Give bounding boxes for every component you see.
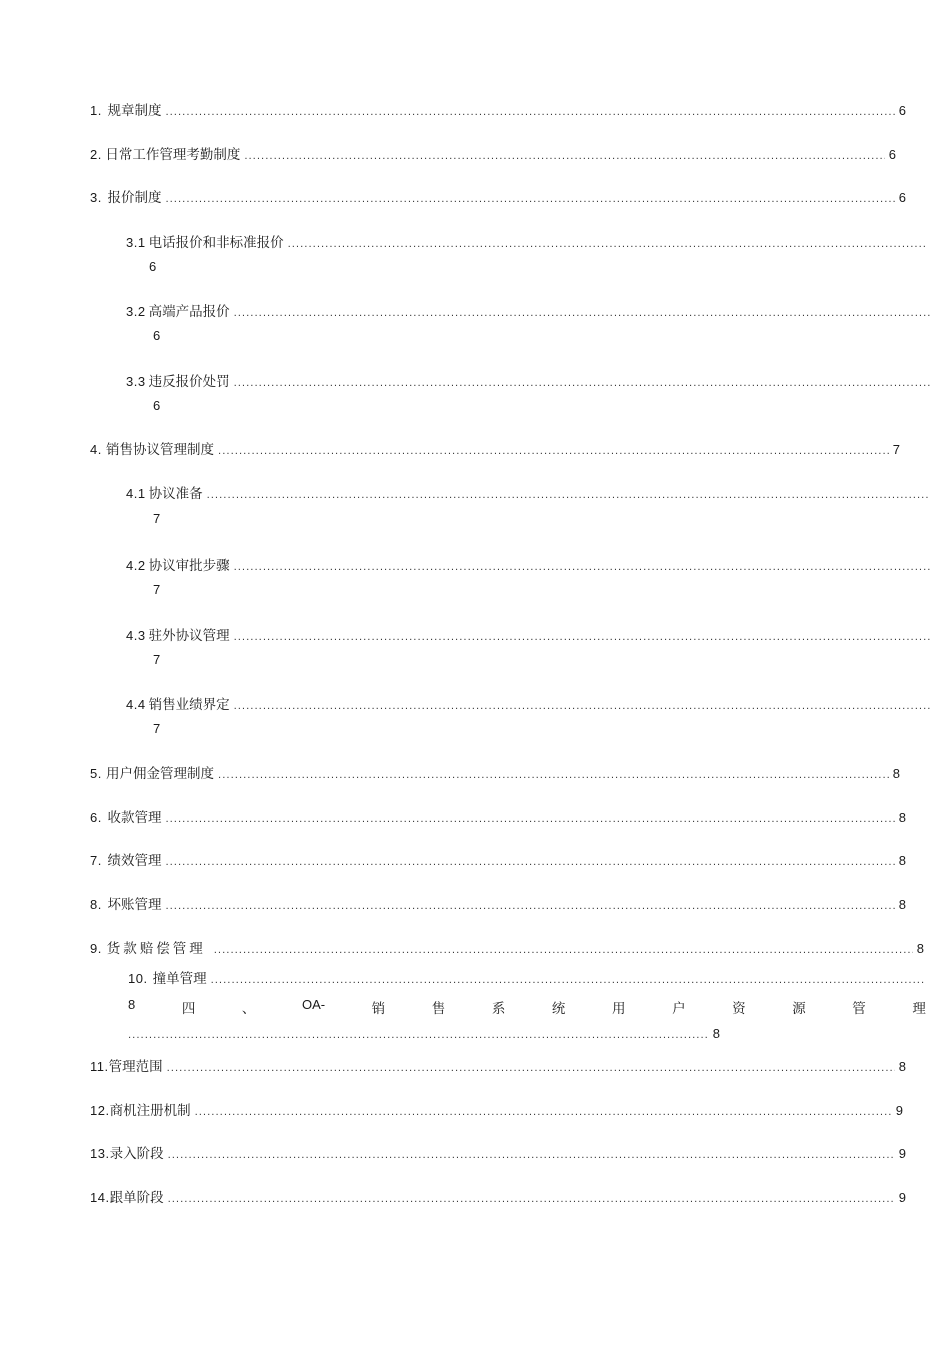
toc-page: 6 xyxy=(898,190,906,205)
leader-dots xyxy=(167,1063,895,1074)
toc-number: 9. xyxy=(90,941,102,956)
toc-title: 撞单管理 xyxy=(152,971,207,987)
toc-entry-2[interactable] xyxy=(90,143,896,163)
toc-page: 8 xyxy=(892,766,900,781)
toc-page: 6 xyxy=(149,259,157,274)
toc-entry-oa-leader[interactable] xyxy=(128,1026,720,1041)
heading-char: 管 xyxy=(852,1001,866,1017)
toc-entry-7[interactable] xyxy=(90,849,906,869)
toc-entry-12[interactable] xyxy=(90,1099,903,1119)
leader-dots xyxy=(168,1150,895,1161)
toc-page: 8 xyxy=(898,853,906,868)
toc-title: 管理范围 xyxy=(108,1059,163,1075)
toc-entry-8[interactable] xyxy=(90,893,906,913)
toc-entry-3[interactable] xyxy=(90,186,906,206)
toc-title: 电话报价和非标准报价 xyxy=(148,235,284,251)
toc-entry-3-2[interactable] xyxy=(126,300,930,320)
toc-entry-3-1[interactable] xyxy=(126,231,926,251)
toc-entry-6[interactable] xyxy=(90,806,906,826)
leader-dots xyxy=(165,814,894,825)
toc-page: 8 xyxy=(128,997,136,1012)
toc-page: 8 xyxy=(898,897,906,912)
toc-number: 14. xyxy=(90,1190,110,1205)
toc-title: 驻外协议管理 xyxy=(148,628,230,644)
toc-page: 7 xyxy=(153,511,161,526)
leader-dots xyxy=(165,901,894,912)
toc-entry-5[interactable] xyxy=(90,762,900,782)
leader-dots xyxy=(288,239,926,250)
heading-char: 用 xyxy=(611,1001,626,1017)
heading-char: 销 xyxy=(371,1001,386,1017)
toc-title: 规章制度 xyxy=(107,103,162,119)
toc-number: 8. xyxy=(90,897,102,912)
leader-dots xyxy=(234,701,930,712)
toc-number: 12. xyxy=(90,1103,110,1118)
toc-number: 2. xyxy=(90,147,102,162)
toc-entry-4-3[interactable] xyxy=(126,624,930,644)
heading-char: 户 xyxy=(672,1001,686,1017)
toc-page: 8 xyxy=(916,941,924,956)
heading-char: 源 xyxy=(792,1001,806,1017)
toc-title: 高端产品报价 xyxy=(148,304,230,320)
toc-title: 销售协议管理制度 xyxy=(106,442,215,458)
toc-number: 4.1 xyxy=(126,486,146,501)
toc-number: 4.3 xyxy=(126,628,146,643)
toc-title: 坏账管理 xyxy=(107,897,162,913)
heading-char: 售 xyxy=(431,1001,446,1017)
leader-dots xyxy=(214,945,913,956)
leader-dots xyxy=(195,1107,892,1118)
toc-entry-10[interactable] xyxy=(128,967,926,987)
toc-page: 6 xyxy=(153,398,161,413)
toc-number: 5. xyxy=(90,766,102,781)
toc-page: 6 xyxy=(898,103,906,118)
leader-dots xyxy=(165,194,894,205)
toc-entry-4-1[interactable] xyxy=(126,482,930,502)
toc-title: 商机注册机制 xyxy=(109,1103,191,1119)
toc-number: 3.2 xyxy=(126,304,146,319)
toc-title: 录入阶段 xyxy=(109,1146,164,1162)
toc-page: 6 xyxy=(888,147,896,162)
heading-char: 理 xyxy=(912,1001,926,1017)
heading-char: 统 xyxy=(551,1001,566,1017)
toc-title: 报价制度 xyxy=(107,190,162,206)
leader-dots xyxy=(234,308,930,319)
toc-entry-4-2[interactable] xyxy=(126,554,930,574)
toc-entry-oa-heading[interactable] xyxy=(128,997,926,1017)
heading-char: OA- xyxy=(301,997,326,1012)
toc-title: 协议准备 xyxy=(148,486,203,502)
toc-entry-14[interactable] xyxy=(90,1186,906,1206)
leader-dots xyxy=(165,857,894,868)
toc-title: 绩效管理 xyxy=(107,853,162,869)
toc-page: 9 xyxy=(898,1190,906,1205)
toc-page: 8 xyxy=(712,1026,720,1041)
toc-number: 6. xyxy=(90,810,102,825)
toc-page: 7 xyxy=(153,582,161,597)
toc-number: 4.2 xyxy=(126,558,146,573)
toc-page: 7 xyxy=(153,721,161,736)
toc-page: 7 xyxy=(153,652,161,667)
toc-number: 4. xyxy=(90,442,102,457)
toc-entry-4[interactable] xyxy=(90,438,900,458)
toc-number: 3.3 xyxy=(126,374,146,389)
toc-title: 日常工作管理考勤制度 xyxy=(105,147,241,163)
toc-page: 6 xyxy=(153,328,161,343)
toc-number: 11. xyxy=(90,1059,109,1074)
toc-title: 用户佣金管理制度 xyxy=(106,766,215,782)
toc-number: 3. xyxy=(90,190,102,205)
heading-char: 资 xyxy=(732,1001,746,1017)
toc-entry-1[interactable] xyxy=(90,99,906,119)
toc-entry-9[interactable] xyxy=(90,937,924,957)
toc-number: 4.4 xyxy=(126,697,146,712)
leader-dots xyxy=(165,107,894,118)
toc-title: 货款赔偿管理 xyxy=(106,941,206,957)
leader-dots xyxy=(218,446,889,457)
leader-dots xyxy=(234,632,930,643)
toc-number: 10. xyxy=(128,971,148,986)
toc-entry-3-3[interactable] xyxy=(126,370,930,390)
toc-entry-4-4[interactable] xyxy=(126,693,930,713)
heading-char: 四 xyxy=(181,1001,196,1017)
toc-number: 7. xyxy=(90,853,102,868)
leader-dots xyxy=(218,770,889,781)
leader-dots xyxy=(234,378,930,389)
heading-char: 、 xyxy=(241,1001,256,1017)
toc-number: 3.1 xyxy=(126,235,146,250)
toc-title: 违反报价处罚 xyxy=(148,374,230,390)
leader-dots xyxy=(128,1030,709,1041)
toc-number: 13. xyxy=(90,1146,110,1161)
leader-dots xyxy=(168,1194,895,1205)
leader-dots xyxy=(211,975,926,986)
toc-number: 1. xyxy=(90,103,102,118)
toc-entry-13[interactable] xyxy=(90,1142,906,1162)
toc-title: 销售业绩界定 xyxy=(148,697,230,713)
leader-dots xyxy=(234,562,930,573)
heading-char: 系 xyxy=(491,1001,506,1017)
toc-page: 9 xyxy=(898,1146,906,1161)
toc-page: 7 xyxy=(892,442,900,457)
leader-dots xyxy=(244,151,884,162)
toc-title: 跟单阶段 xyxy=(109,1190,164,1206)
toc-page: 9 xyxy=(895,1103,903,1118)
toc-entry-11[interactable] xyxy=(90,1055,906,1075)
leader-dots xyxy=(207,490,930,501)
toc-page: 8 xyxy=(898,1059,906,1074)
toc-title: 收款管理 xyxy=(107,810,162,826)
toc-title: 协议审批步骤 xyxy=(148,558,230,574)
toc-page: 8 xyxy=(898,810,906,825)
